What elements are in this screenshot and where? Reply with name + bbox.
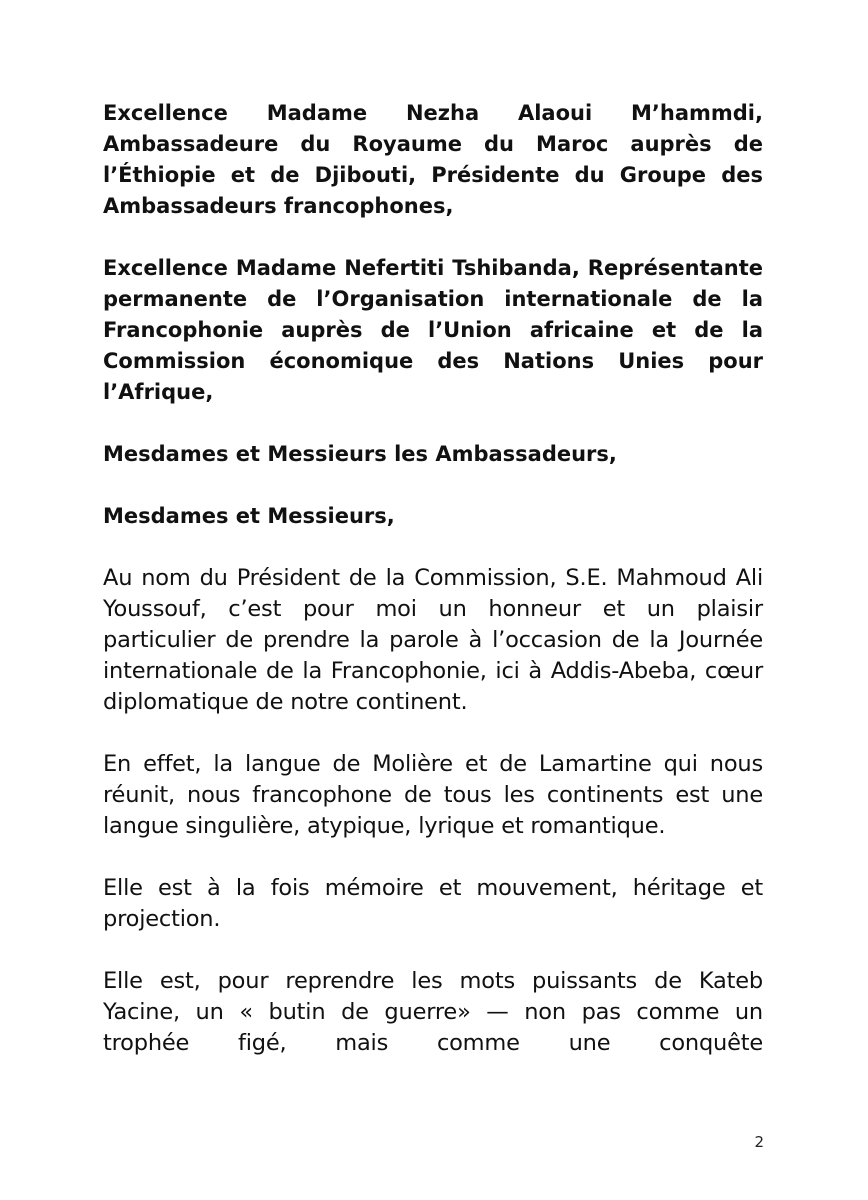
page-number: 2	[754, 1133, 764, 1151]
body-paragraph: Elle est, pour reprendre les mots puissants de Kateb Yacine, un « butin de guerre» — non pas comme un trophée figé, mais comme une conquête	[103, 968, 763, 1056]
salutation-oif-representative: Excellence Madame Nefertiti Tshibanda, Représentante permanente de l’Organisation internationale de la Francophonie auprès de l’Union africaine et de la Commission économique des Nations Unies pour l’Afrique,	[103, 256, 763, 404]
body-paragraph: En effet, la langue de Molière et de Lamartine qui nous réunit, nous francophone de tous les continents est une langue singulière, atypique, lyrique et romantique.	[103, 751, 763, 839]
salutation-general: Mesdames et Messieurs,	[103, 504, 395, 528]
salutation-ambassador-morocco: Excellence Madame Nezha Alaoui M’hammdi, Ambassadeure du Royaume du Maroc auprès de l’Éthiopie et de Djibouti, Présidente du Groupe des Ambassadeurs francophones,	[103, 101, 763, 218]
body-paragraph: Elle est à la fois mémoire et mouvement, héritage et projection.	[103, 875, 763, 932]
document-page	[103, 98, 763, 1090]
body-paragraph: Au nom du Président de la Commission, S.E. Mahmoud Ali Youssouf, c’est pour moi un honneur et un plaisir particulier de prendre la parole à l’occasion de la Journée internationale de la Francophonie, ici à Addis-Abeba, cœur diplomatique de notre continent.	[103, 565, 763, 715]
salutation-ambassadors: Mesdames et Messieurs les Ambassadeurs,	[103, 442, 617, 466]
